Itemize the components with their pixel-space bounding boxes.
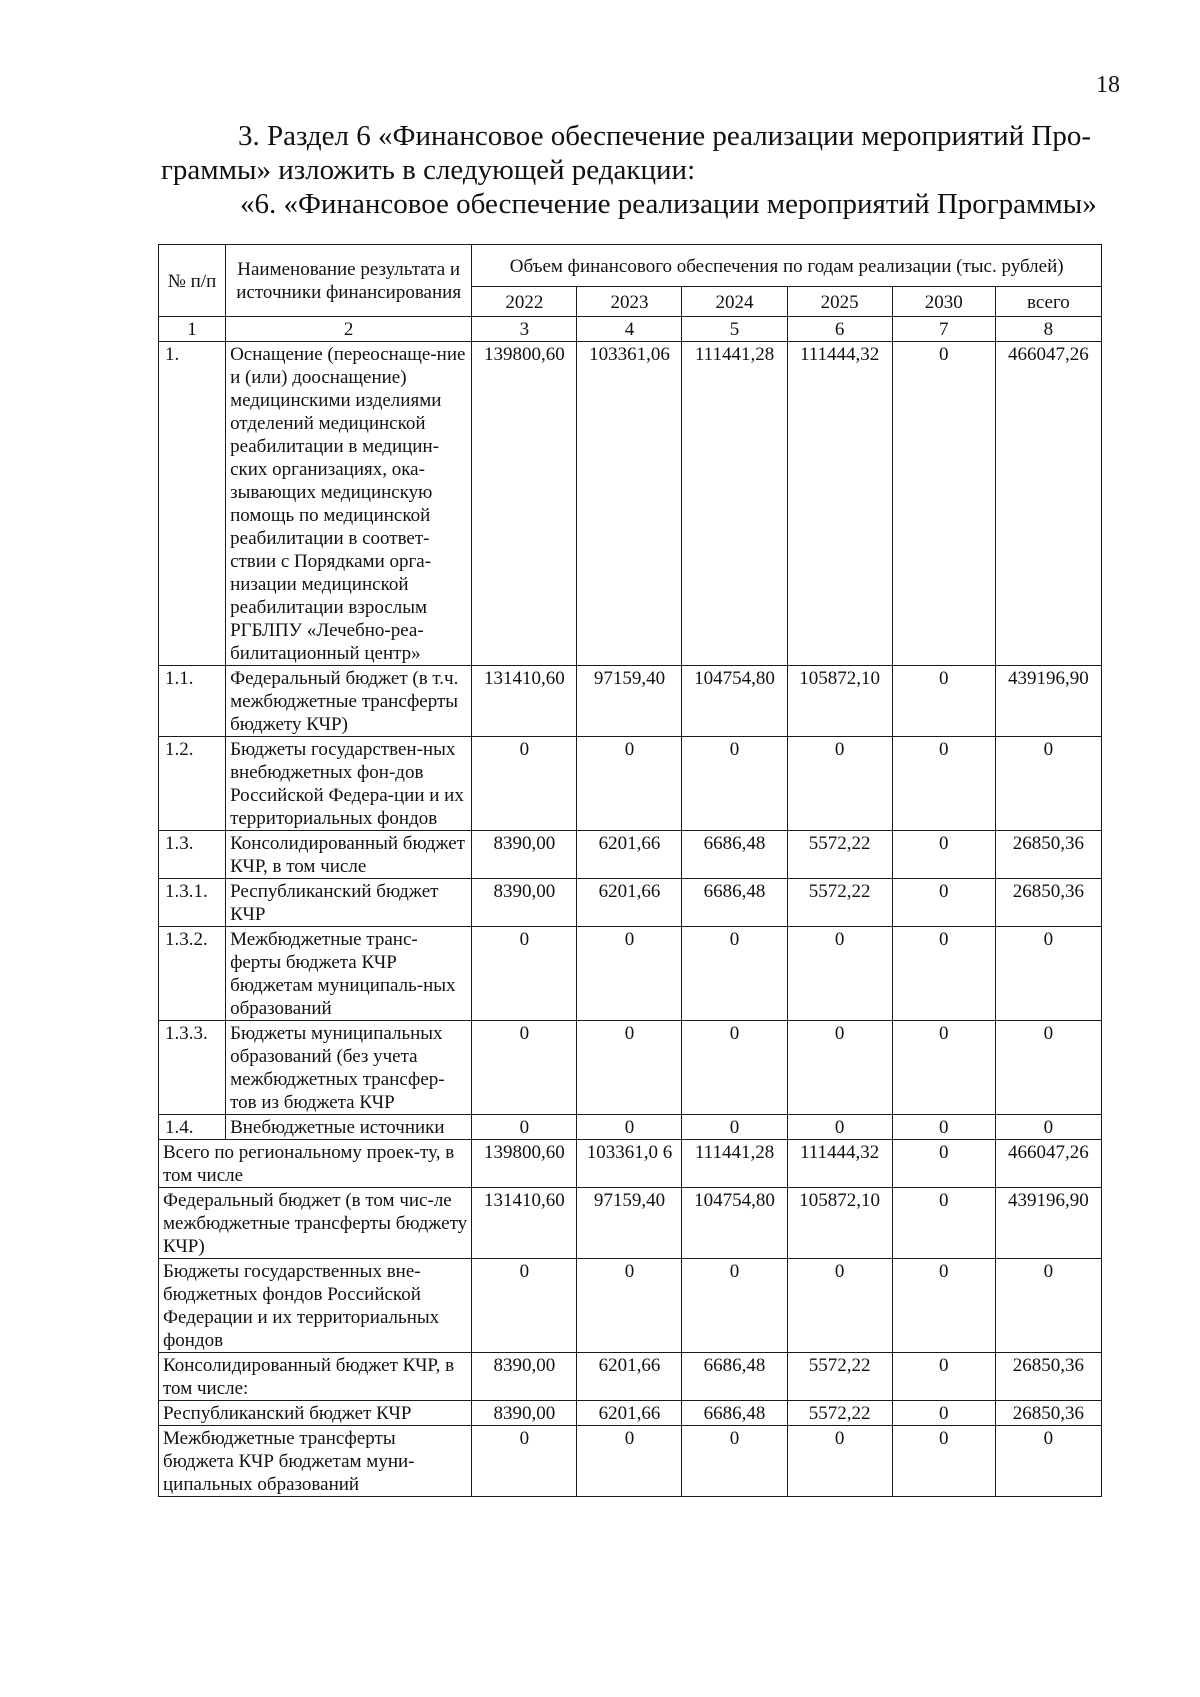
total-row-value: 6201,66	[577, 1401, 682, 1426]
total-row-value: 0	[892, 1426, 995, 1497]
total-row-value: 466047,26	[995, 1140, 1101, 1188]
total-row-value: 6201,66	[577, 1353, 682, 1401]
total-row-value: 0	[472, 1426, 577, 1497]
col-number: 1	[159, 317, 226, 342]
row-value: 0	[995, 927, 1101, 1021]
col-number: 3	[472, 317, 577, 342]
table-row	[159, 831, 1102, 879]
total-row-value: 26850,36	[995, 1401, 1101, 1426]
row-value: 8390,00	[472, 879, 577, 927]
header-volume: Объем финансового обеспечения по годам реализации (тыс. рублей)	[472, 245, 1102, 287]
total-row	[159, 1401, 1102, 1426]
row-name: Республиканский бюджет КЧР	[226, 879, 472, 927]
total-row-name: Бюджеты государственных вне-бюджетных фондов Российской Федерации и их территориальных фондов	[159, 1259, 472, 1353]
row-value: 6686,48	[682, 879, 787, 927]
row-value: 6201,66	[577, 879, 682, 927]
row-value: 0	[472, 737, 577, 831]
total-row-value: 0	[892, 1259, 995, 1353]
row-value: 0	[577, 1021, 682, 1115]
row-value: 466047,26	[995, 342, 1101, 666]
total-row	[159, 1259, 1102, 1353]
total-row-value: 0	[577, 1259, 682, 1353]
row-value: 0	[892, 831, 995, 879]
row-value: 26850,36	[995, 831, 1101, 879]
row-name: Бюджеты государствен-ных внебюджетных фон-дов Российской Федера-ции и их территориальных фондов	[226, 737, 472, 831]
total-row-value: 6686,48	[682, 1353, 787, 1401]
row-value: 0	[577, 927, 682, 1021]
row-value: 111444,32	[787, 342, 892, 666]
header-year: 2023	[577, 287, 682, 317]
total-row-value: 105872,10	[787, 1188, 892, 1259]
section-heading-line-1: 3. Раздел 6 «Финансовое обеспечение реализации мероприятий Про-	[238, 120, 1091, 152]
row-value: 0	[787, 737, 892, 831]
table-row	[159, 1021, 1102, 1115]
row-number: 1.3.3.	[159, 1021, 226, 1115]
row-value: 5572,22	[787, 879, 892, 927]
row-value: 103361,06	[577, 342, 682, 666]
row-value: 0	[577, 1115, 682, 1140]
row-value: 0	[892, 342, 995, 666]
row-value: 0	[682, 737, 787, 831]
total-row-value: 131410,60	[472, 1188, 577, 1259]
row-number: 1.4.	[159, 1115, 226, 1140]
total-row-name: Всего по региональному проек-ту, в том числе	[159, 1140, 472, 1188]
total-row-value: 0	[892, 1401, 995, 1426]
row-value: 6201,66	[577, 831, 682, 879]
total-row	[159, 1353, 1102, 1401]
header-year: 2022	[472, 287, 577, 317]
header-total: всего	[995, 287, 1101, 317]
total-row-value: 0	[892, 1353, 995, 1401]
row-number: 1.3.2.	[159, 927, 226, 1021]
total-row	[159, 1188, 1102, 1259]
row-value: 8390,00	[472, 831, 577, 879]
total-row-value: 0	[892, 1188, 995, 1259]
table-row	[159, 737, 1102, 831]
col-number: 4	[577, 317, 682, 342]
total-row-value: 0	[787, 1426, 892, 1497]
col-number: 6	[787, 317, 892, 342]
col-number: 2	[226, 317, 472, 342]
total-row-value: 104754,80	[682, 1188, 787, 1259]
total-row-name: Федеральный бюджет (в том чис-ле межбюджетные трансферты бюджету КЧР)	[159, 1188, 472, 1259]
total-row-value: 0	[995, 1426, 1101, 1497]
header-year: 2030	[892, 287, 995, 317]
row-value: 97159,40	[577, 666, 682, 737]
row-value: 139800,60	[472, 342, 577, 666]
row-value: 0	[892, 737, 995, 831]
row-value: 0	[995, 1115, 1101, 1140]
total-row-value: 5572,22	[787, 1401, 892, 1426]
row-value: 0	[472, 1021, 577, 1115]
total-row-value: 8390,00	[472, 1401, 577, 1426]
total-row-value: 6686,48	[682, 1401, 787, 1426]
row-value: 0	[892, 666, 995, 737]
row-value: 0	[787, 927, 892, 1021]
total-row-name: Консолидированный бюджет КЧР, в том числе:	[159, 1353, 472, 1401]
header-num: № п/п	[159, 245, 226, 317]
row-value: 0	[995, 1021, 1101, 1115]
row-value: 0	[892, 927, 995, 1021]
row-value: 131410,60	[472, 666, 577, 737]
total-row-name: Межбюджетные трансферты бюджета КЧР бюджетам муни-ципальных образований	[159, 1426, 472, 1497]
row-value: 111441,28	[682, 342, 787, 666]
row-number: 1.3.1.	[159, 879, 226, 927]
total-row-value: 5572,22	[787, 1353, 892, 1401]
row-value: 0	[892, 1021, 995, 1115]
total-row	[159, 1426, 1102, 1497]
row-value: 0	[682, 927, 787, 1021]
row-value: 0	[995, 737, 1101, 831]
table-row	[159, 666, 1102, 737]
financing-table	[158, 244, 1102, 1497]
row-value: 0	[472, 1115, 577, 1140]
header-year: 2025	[787, 287, 892, 317]
header-year: 2024	[682, 287, 787, 317]
total-row-value: 111444,32	[787, 1140, 892, 1188]
total-row-value: 103361,0 6	[577, 1140, 682, 1188]
row-name: Бюджеты муниципальных образований (без учета межбюджетных трансфер-тов из бюджета КЧР	[226, 1021, 472, 1115]
row-value: 6686,48	[682, 831, 787, 879]
total-row-value: 139800,60	[472, 1140, 577, 1188]
total-row	[159, 1140, 1102, 1188]
row-number: 1.3.	[159, 831, 226, 879]
total-row-value: 0	[995, 1259, 1101, 1353]
total-row-value: 8390,00	[472, 1353, 577, 1401]
row-number: 1.1.	[159, 666, 226, 737]
total-row-value: 111441,28	[682, 1140, 787, 1188]
page-number: 18	[1096, 72, 1120, 98]
section-title: «6. «Финансовое обеспечение реализации мероприятий Программы»	[240, 188, 1097, 220]
row-value: 105872,10	[787, 666, 892, 737]
col-number: 5	[682, 317, 787, 342]
row-number: 1.2.	[159, 737, 226, 831]
header-name: Наименование результата и источники финансирования	[226, 245, 472, 317]
table-row	[159, 879, 1102, 927]
row-name: Федеральный бюджет (в т.ч. межбюджетные трансферты бюджету КЧР)	[226, 666, 472, 737]
row-value: 0	[682, 1021, 787, 1115]
section-heading-line-2: граммы» изложить в следующей редакции:	[161, 154, 696, 186]
row-number: 1.	[159, 342, 226, 666]
table-row	[159, 342, 1102, 666]
total-row-name: Республиканский бюджет КЧР	[159, 1401, 472, 1426]
total-row-value: 0	[577, 1426, 682, 1497]
column-numbers-row	[159, 317, 1102, 342]
total-row-value: 0	[892, 1140, 995, 1188]
total-row-value: 26850,36	[995, 1353, 1101, 1401]
row-value: 0	[892, 879, 995, 927]
total-row-value: 0	[682, 1426, 787, 1497]
col-number: 8	[995, 317, 1101, 342]
row-value: 0	[682, 1115, 787, 1140]
row-value: 104754,80	[682, 666, 787, 737]
row-name: Внебюджетные источники	[226, 1115, 472, 1140]
row-name: Оснащение (переоснаще-ние и (или) дооснащение) медицинскими изделиями отделений медицинской реабилитации в медицин-ских организациях, ока-зывающих медицинскую помощь по медицинской реабилитации в соответ-ствии с Порядками орга-низации медицинской реабилитации взрослым РГБЛПУ «Лечебно-реа-билитационный центр»	[226, 342, 472, 666]
row-value: 5572,22	[787, 831, 892, 879]
total-row-value: 0	[682, 1259, 787, 1353]
row-value: 0	[787, 1021, 892, 1115]
table-row	[159, 927, 1102, 1021]
table-row	[159, 1115, 1102, 1140]
total-row-value: 97159,40	[577, 1188, 682, 1259]
row-value: 0	[472, 927, 577, 1021]
row-value: 26850,36	[995, 879, 1101, 927]
row-value: 0	[577, 737, 682, 831]
col-number: 7	[892, 317, 995, 342]
total-row-value: 0	[787, 1259, 892, 1353]
total-row-value: 0	[472, 1259, 577, 1353]
row-name: Межбюджетные транс-ферты бюджета КЧР бюджетам муниципаль-ных образований	[226, 927, 472, 1021]
row-value: 439196,90	[995, 666, 1101, 737]
row-name: Консолидированный бюджет КЧР, в том числе	[226, 831, 472, 879]
total-row-value: 439196,90	[995, 1188, 1101, 1259]
row-value: 0	[787, 1115, 892, 1140]
row-value: 0	[892, 1115, 995, 1140]
